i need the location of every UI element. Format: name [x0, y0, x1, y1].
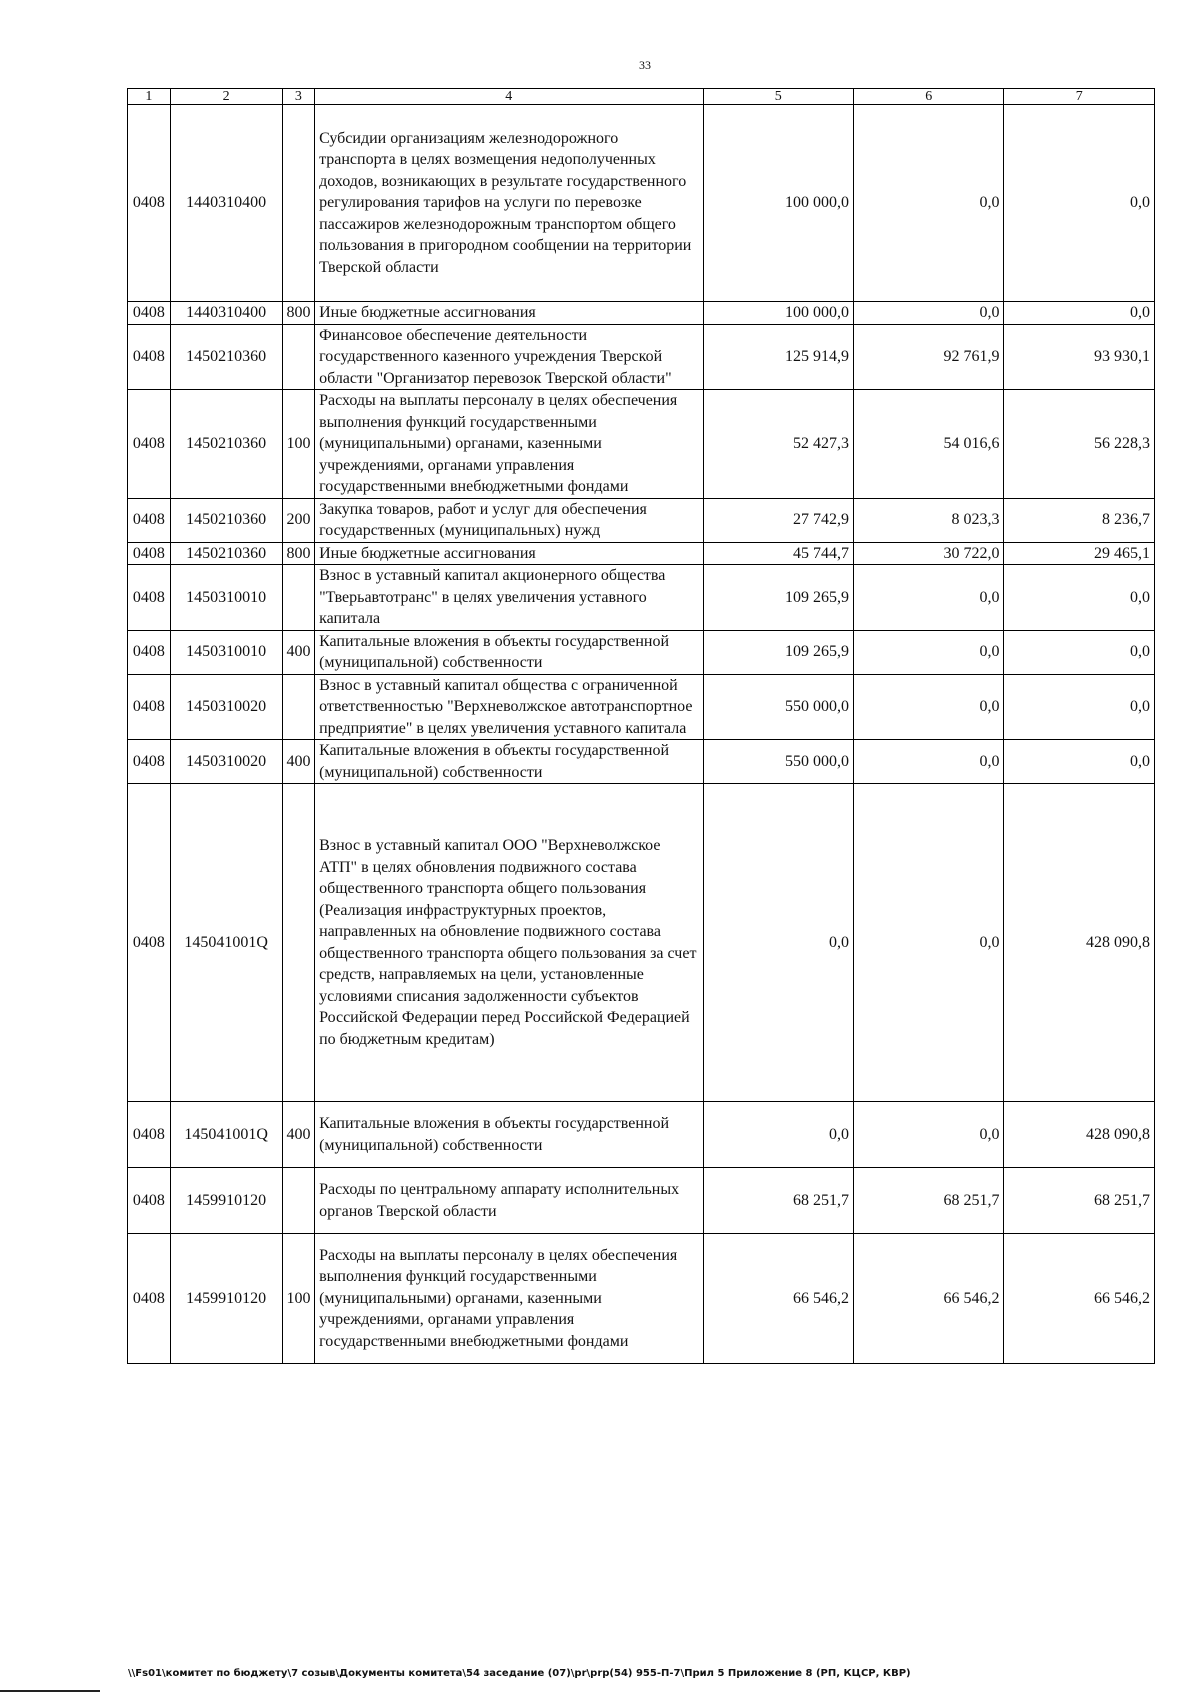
target-article-code: 1450310020 — [170, 674, 282, 740]
table-row — [128, 390, 1155, 499]
header-col-6: 6 — [853, 89, 1003, 105]
value-col-5: 125 914,9 — [703, 324, 853, 390]
section-code: 0408 — [128, 1234, 171, 1364]
target-article-code: 145041001Q — [170, 784, 282, 1102]
row-description: Иные бюджетные ассигнования — [315, 542, 703, 565]
section-code: 0408 — [128, 542, 171, 565]
value-col-6: 0,0 — [853, 630, 1003, 674]
value-col-7: 66 546,2 — [1004, 1234, 1155, 1364]
value-col-5: 68 251,7 — [703, 1168, 853, 1234]
value-col-7: 0,0 — [1004, 740, 1155, 784]
header-col-4: 4 — [315, 89, 703, 105]
table-row — [128, 630, 1155, 674]
value-col-5: 27 742,9 — [703, 498, 853, 542]
row-description: Расходы на выплаты персоналу в целях обеспечения выполнения функций государственными (муниципальными) органами, казенными учреждениями, органами управления государственными внебюджетными фондами — [315, 390, 703, 499]
value-col-5: 52 427,3 — [703, 390, 853, 499]
header-col-5: 5 — [703, 89, 853, 105]
header-col-2: 2 — [170, 89, 282, 105]
target-article-code: 1440310400 — [170, 302, 282, 325]
value-col-6: 0,0 — [853, 105, 1003, 302]
value-col-6: 30 722,0 — [853, 542, 1003, 565]
value-col-5: 0,0 — [703, 1102, 853, 1168]
row-description: Финансовое обеспечение деятельности государственного казенного учреждения Тверской области "Организатор перевозок Тверской области" — [315, 324, 703, 390]
expense-type-code — [282, 674, 315, 740]
section-code: 0408 — [128, 498, 171, 542]
table-row — [128, 324, 1155, 390]
row-description: Капитальные вложения в объекты государственной (муниципальной) собственности — [315, 630, 703, 674]
target-article-code: 145041001Q — [170, 1102, 282, 1168]
value-col-6: 0,0 — [853, 784, 1003, 1102]
expense-type-code: 100 — [282, 390, 315, 499]
expense-type-code: 100 — [282, 1234, 315, 1364]
target-article-code: 1450210360 — [170, 542, 282, 565]
table-row — [128, 565, 1155, 631]
value-col-7: 93 930,1 — [1004, 324, 1155, 390]
value-col-5: 45 744,7 — [703, 542, 853, 565]
section-code: 0408 — [128, 390, 171, 499]
section-code: 0408 — [128, 565, 171, 631]
section-code: 0408 — [128, 784, 171, 1102]
section-code: 0408 — [128, 105, 171, 302]
target-article-code: 1459910120 — [170, 1234, 282, 1364]
table-row — [128, 740, 1155, 784]
expense-type-code: 400 — [282, 740, 315, 784]
value-col-6: 66 546,2 — [853, 1234, 1003, 1364]
row-description: Расходы на выплаты персоналу в целях обеспечения выполнения функций государственными (муниципальными) органами, казенными учреждениями, органами управления государственными внебюджетными фондами — [315, 1234, 703, 1364]
value-col-6: 54 016,6 — [853, 390, 1003, 499]
page-number: 33 — [639, 58, 651, 72]
table-row — [128, 784, 1155, 1102]
value-col-6: 68 251,7 — [853, 1168, 1003, 1234]
expense-type-code: 400 — [282, 1102, 315, 1168]
table-row — [128, 542, 1155, 565]
target-article-code: 1459910120 — [170, 1168, 282, 1234]
row-description: Расходы по центральному аппарату исполнительных органов Тверской области — [315, 1168, 703, 1234]
target-article-code: 1450310010 — [170, 630, 282, 674]
expense-type-code: 800 — [282, 302, 315, 325]
table-row — [128, 674, 1155, 740]
header-col-1: 1 — [128, 89, 171, 105]
value-col-7: 56 228,3 — [1004, 390, 1155, 499]
value-col-7: 0,0 — [1004, 674, 1155, 740]
value-col-7: 428 090,8 — [1004, 1102, 1155, 1168]
value-col-6: 0,0 — [853, 302, 1003, 325]
value-col-7: 68 251,7 — [1004, 1168, 1155, 1234]
value-col-5: 109 265,9 — [703, 565, 853, 631]
section-code: 0408 — [128, 1168, 171, 1234]
value-col-5: 100 000,0 — [703, 105, 853, 302]
value-col-6: 0,0 — [853, 1102, 1003, 1168]
table-row — [128, 105, 1155, 302]
row-description: Взнос в уставный капитал общества с ограниченной ответственностью "Верхневолжское автотранспортное предприятие" в целях увеличения уставного капитала — [315, 674, 703, 740]
value-col-7: 428 090,8 — [1004, 784, 1155, 1102]
value-col-5: 550 000,0 — [703, 740, 853, 784]
section-code: 0408 — [128, 674, 171, 740]
value-col-6: 92 761,9 — [853, 324, 1003, 390]
section-code: 0408 — [128, 302, 171, 325]
value-col-7: 0,0 — [1004, 630, 1155, 674]
expense-type-code — [282, 1168, 315, 1234]
target-article-code: 1450310010 — [170, 565, 282, 631]
value-col-7: 8 236,7 — [1004, 498, 1155, 542]
value-col-7: 0,0 — [1004, 565, 1155, 631]
target-article-code: 1450310020 — [170, 740, 282, 784]
value-col-6: 0,0 — [853, 740, 1003, 784]
table-header-row — [128, 89, 1155, 105]
target-article-code: 1440310400 — [170, 105, 282, 302]
row-description: Иные бюджетные ассигнования — [315, 302, 703, 325]
value-col-7: 0,0 — [1004, 105, 1155, 302]
target-article-code: 1450210360 — [170, 324, 282, 390]
footer-divider — [0, 1690, 100, 1692]
table-row — [128, 1234, 1155, 1364]
document-file-path: \\Fs01\комитет по бюджету\7 созыв\Документы комитета\54 заседание (07)\pr\prp(54) 955-П-7\Прил 5 Приложение 8 (РП, КЦСР, КВР) — [128, 1668, 911, 1679]
table-row — [128, 302, 1155, 325]
value-col-5: 0,0 — [703, 784, 853, 1102]
section-code: 0408 — [128, 630, 171, 674]
value-col-6: 0,0 — [853, 565, 1003, 631]
expense-type-code — [282, 105, 315, 302]
section-code: 0408 — [128, 740, 171, 784]
budget-table — [127, 88, 1155, 1364]
expense-type-code — [282, 324, 315, 390]
expense-type-code: 400 — [282, 630, 315, 674]
row-description: Капитальные вложения в объекты государственной (муниципальной) собственности — [315, 1102, 703, 1168]
expense-type-code: 800 — [282, 542, 315, 565]
header-col-3: 3 — [282, 89, 315, 105]
target-article-code: 1450210360 — [170, 498, 282, 542]
value-col-6: 8 023,3 — [853, 498, 1003, 542]
expense-type-code — [282, 565, 315, 631]
value-col-5: 66 546,2 — [703, 1234, 853, 1364]
value-col-6: 0,0 — [853, 674, 1003, 740]
value-col-5: 550 000,0 — [703, 674, 853, 740]
expense-type-code: 200 — [282, 498, 315, 542]
row-description: Взнос в уставный капитал ООО "Верхневолжское АТП" в целях обновления подвижного состава общественного транспорта общего пользования (Реализация инфраструктурных проектов, направленных на обновление подвижного состава общественного транспорта общего пользования за счет средств, направляемых на цели, установленные условиями списания задолженности субъектов Российской Федерации перед Российской Федерацией по бюджетным кредитам) — [315, 784, 703, 1102]
table-row — [128, 1168, 1155, 1234]
row-description: Закупка товаров, работ и услуг для обеспечения государственных (муниципальных) нужд — [315, 498, 703, 542]
value-col-7: 29 465,1 — [1004, 542, 1155, 565]
target-article-code: 1450210360 — [170, 390, 282, 499]
value-col-5: 109 265,9 — [703, 630, 853, 674]
row-description: Капитальные вложения в объекты государственной (муниципальной) собственности — [315, 740, 703, 784]
row-description: Взнос в уставный капитал акционерного общества "Тверьавтотранс" в целях увеличения уставного капитала — [315, 565, 703, 631]
table-row — [128, 498, 1155, 542]
section-code: 0408 — [128, 1102, 171, 1168]
section-code: 0408 — [128, 324, 171, 390]
expense-type-code — [282, 784, 315, 1102]
value-col-7: 0,0 — [1004, 302, 1155, 325]
header-col-7: 7 — [1004, 89, 1155, 105]
value-col-5: 100 000,0 — [703, 302, 853, 325]
table-row — [128, 1102, 1155, 1168]
row-description: Субсидии организациям железнодорожного транспорта в целях возмещения недополученных доходов, возникающих в результате государственного регулирования тарифов на услуги по перевозке пассажиров железнодорожным транспортом общего пользования в пригородном сообщении на территории Тверской области — [315, 105, 703, 302]
